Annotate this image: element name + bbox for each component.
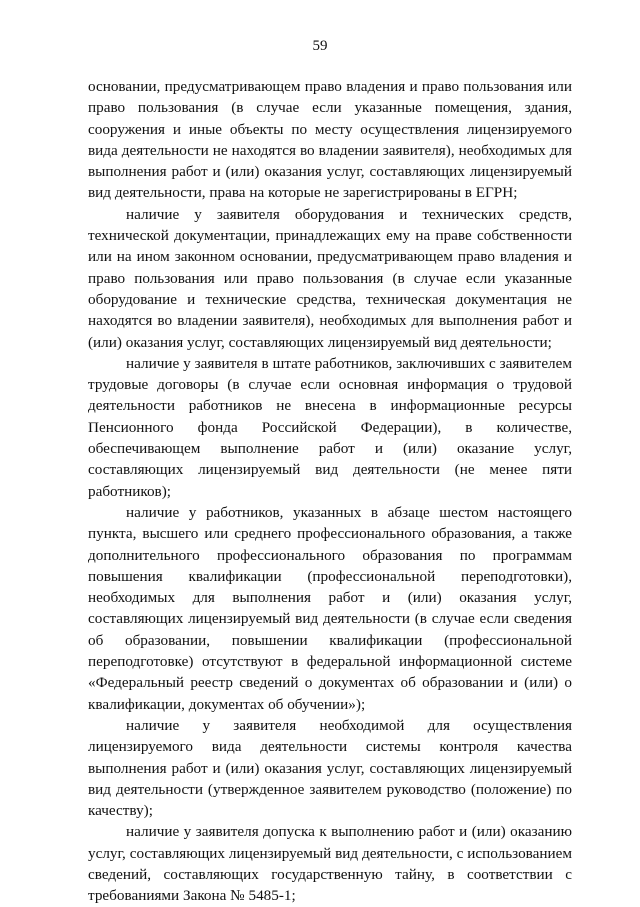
paragraph: основании, предусматривающем право владения и право пользования или право пользования (в случае если указанные помещения, здания, сооружения и иные объекты по месту осуществления лицензируемого вида деятельности не находятся во владении заявителя), необходимых для выполнения работ и (или) оказания услуг, составляющих лицензируемый вид деятельности, права на которые не зарегистрированы в ЕГРН; [88, 78, 572, 202]
paragraph: наличие у работников, указанных в абзаце шестом настоящего пункта, высшего или среднего профессионального образования, а также дополнительного профессионального образования по программам повышения квалификации (профессиональной переподготовки), необходимых для выполнения работ и (или) оказания услуг, составляющих лицензируемый вид деятельности (в случае если сведения об образовании, повышении квалификации (профессиональной переподготовке) отсутствуют в федеральной информационной системе «Федеральный реестр сведений о документах об образовании и (или) о квалификации, документах об обучении»); [88, 503, 572, 713]
paragraph: наличие у заявителя оборудования и технических средств, технической документации, принадлежащих ему на праве собственности или на ином законном основании, предусматривающем право владения и право пользования или право пользования (в случае если указанные оборудование и технические средства, техническая документация не находятся во владении заявителя), необходимых для выполнения работ и (или) оказания услуг, составляющих лицензируемый вид деятельности; [88, 205, 572, 351]
paragraph: наличие у заявителя в штате работников, заключивших с заявителем трудовые договоры (в случае если основная информация о трудовой деятельности работников не внесена в информационные ресурсы Пенсионного фонда Российской Федерации), в количестве, обеспечивающем выполнение работ и (или) оказание услуг, составляющих лицензируемый вид деятельности (не менее пяти работников); [88, 354, 572, 500]
paragraph: наличие у заявителя допуска к выполнению работ и (или) оказанию услуг, составляющих лицензируемый вид деятельности, с использованием сведений, составляющих государственную тайну, в соответствии с требованиями Закона № 5485-1; [88, 823, 572, 905]
document-body [88, 76, 572, 907]
paragraph: наличие у заявителя необходимой для осуществления лицензируемого вида деятельности системы контроля качества выполнения работ и (или) оказания услуг, составляющих лицензируемый вид деятельности (утвержденное заявителем руководство (положение) по качеству); [88, 716, 572, 820]
page-number: 59 [312, 38, 328, 54]
